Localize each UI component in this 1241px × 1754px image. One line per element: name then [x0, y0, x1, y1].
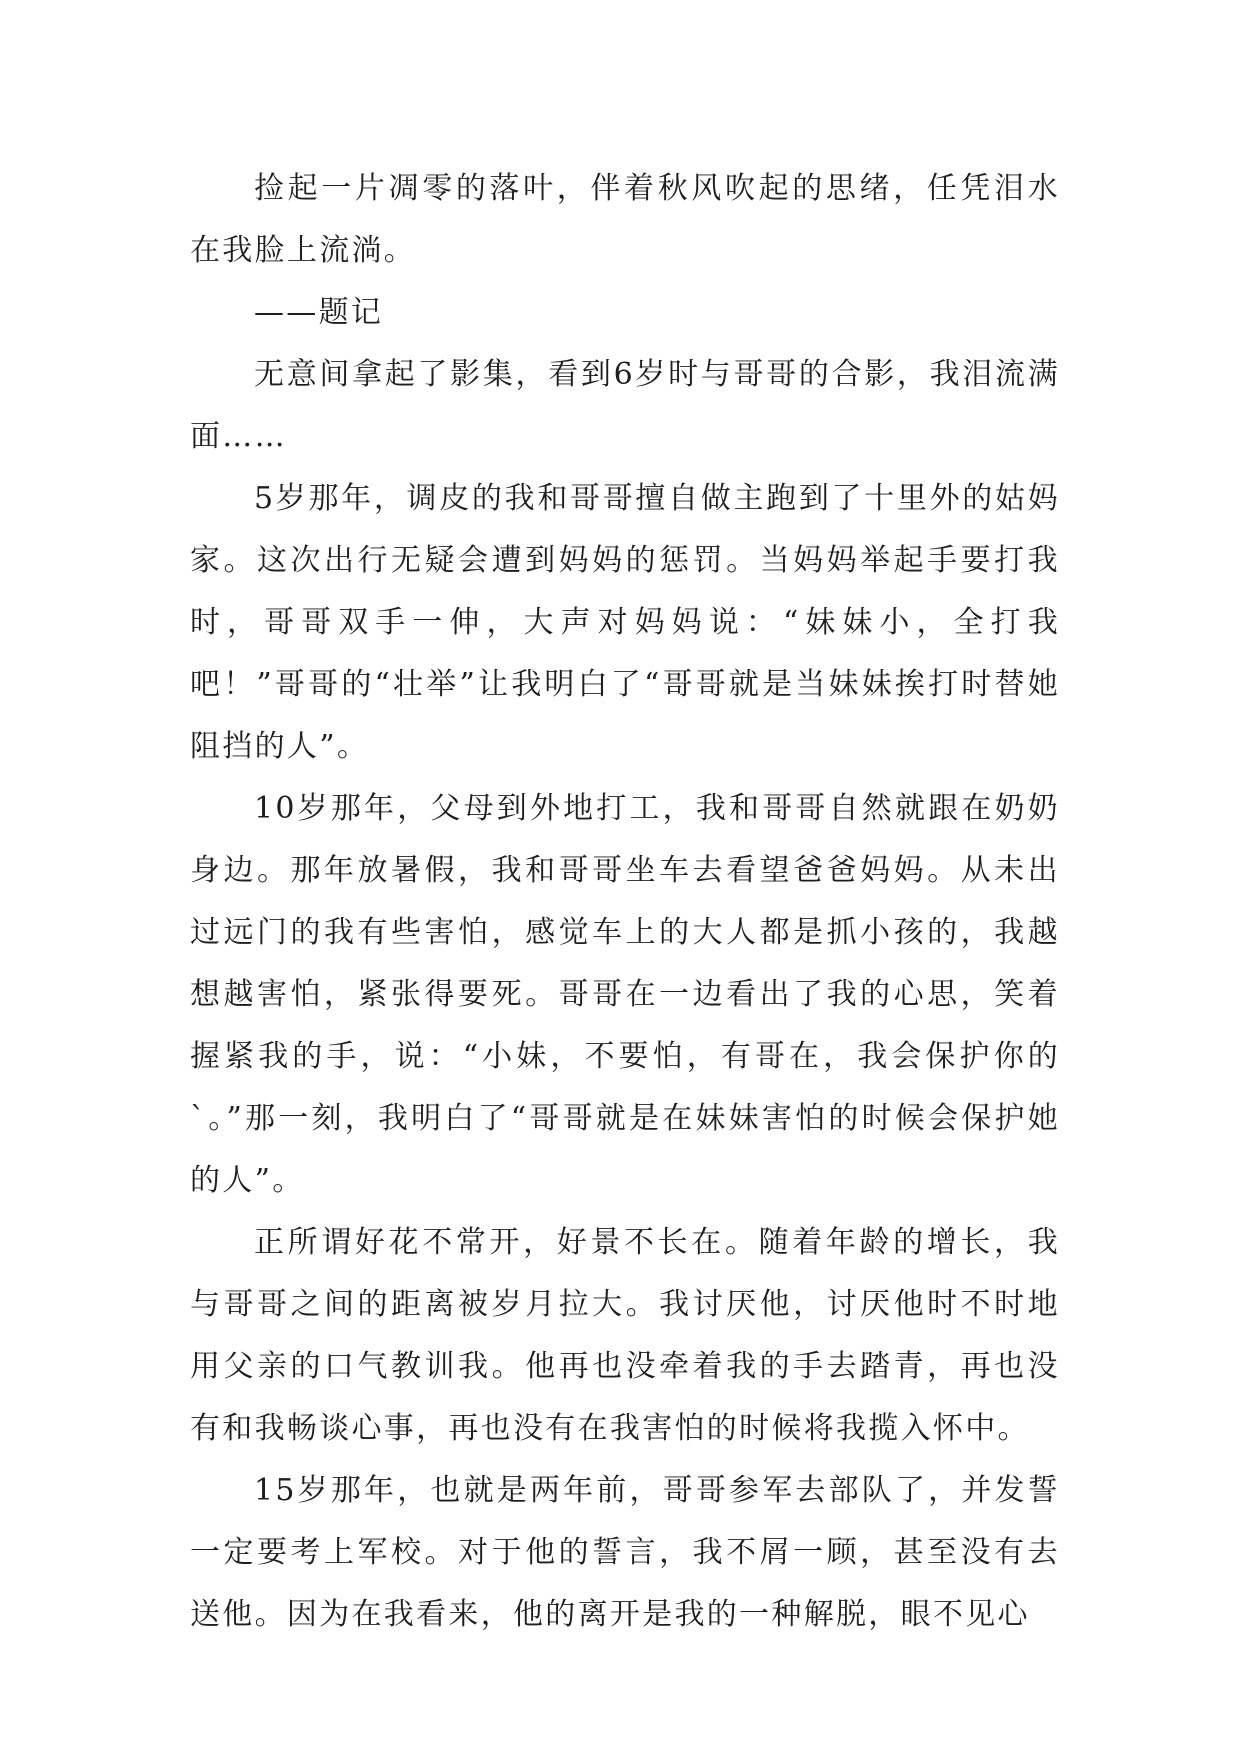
paragraph-age-ten: 10岁那年，父母到外地打工，我和哥哥自然就跟在奶奶身边。那年放暑假，我和哥哥坐车去看望爸爸妈妈。从未出过远门的我有些害怕，感觉车上的大人都是抓小孩的，我越想越害怕，紧张得要死。哥哥在一边看出了我的心思，笑着握紧我的手，说：“小妹，不要怕，有哥在，我会保护你的`。”那一刻，我明白了“哥哥就是在妹妹害怕的时候会保护她的人”。 [190, 791, 1060, 1198]
paragraph-age-fifteen: 15岁那年，也就是两年前，哥哥参军去部队了，并发誓一定要考上军校。对于他的誓言，我不屑一顾，甚至没有去送他。因为在我看来，他的离开是我的一种解脱，眼不见心 [190, 1473, 1060, 1632]
paragraph-age-five: 5岁那年，调皮的我和哥哥擅自做主跑到了十里外的姑妈家。这次出行无疑会遭到妈妈的惩罚。当妈妈举起手要打我时，哥哥双手一伸，大声对妈妈说：“妹妹小，全打我吧！”哥哥的“壮举”让我明白了“哥哥就是当妹妹挨打时替她阻挡的人”。 [190, 481, 1060, 764]
paragraph-growing-apart: 正所谓好花不常开，好景不长在。随着年龄的增长，我与哥哥之间的距离被岁月拉大。我讨厌他，讨厌他时不时地用父亲的口气教训我。他再也没牵着我的手去踏青，再也没有和我畅谈心事，再也没有在我害怕的时候将我揽入怀中。 [190, 1225, 1060, 1446]
essay-body [190, 158, 1060, 1646]
paragraph-epigraph-attribution: ——题记 [254, 295, 384, 330]
paragraph-photo-album: 无意间拿起了影集，看到6岁时与哥哥的合影，我泪流满面…… [190, 357, 1060, 454]
paragraph-opening: 捡起一片凋零的落叶，伴着秋风吹起的思绪，任凭泪水在我脸上流淌。 [190, 171, 1060, 268]
